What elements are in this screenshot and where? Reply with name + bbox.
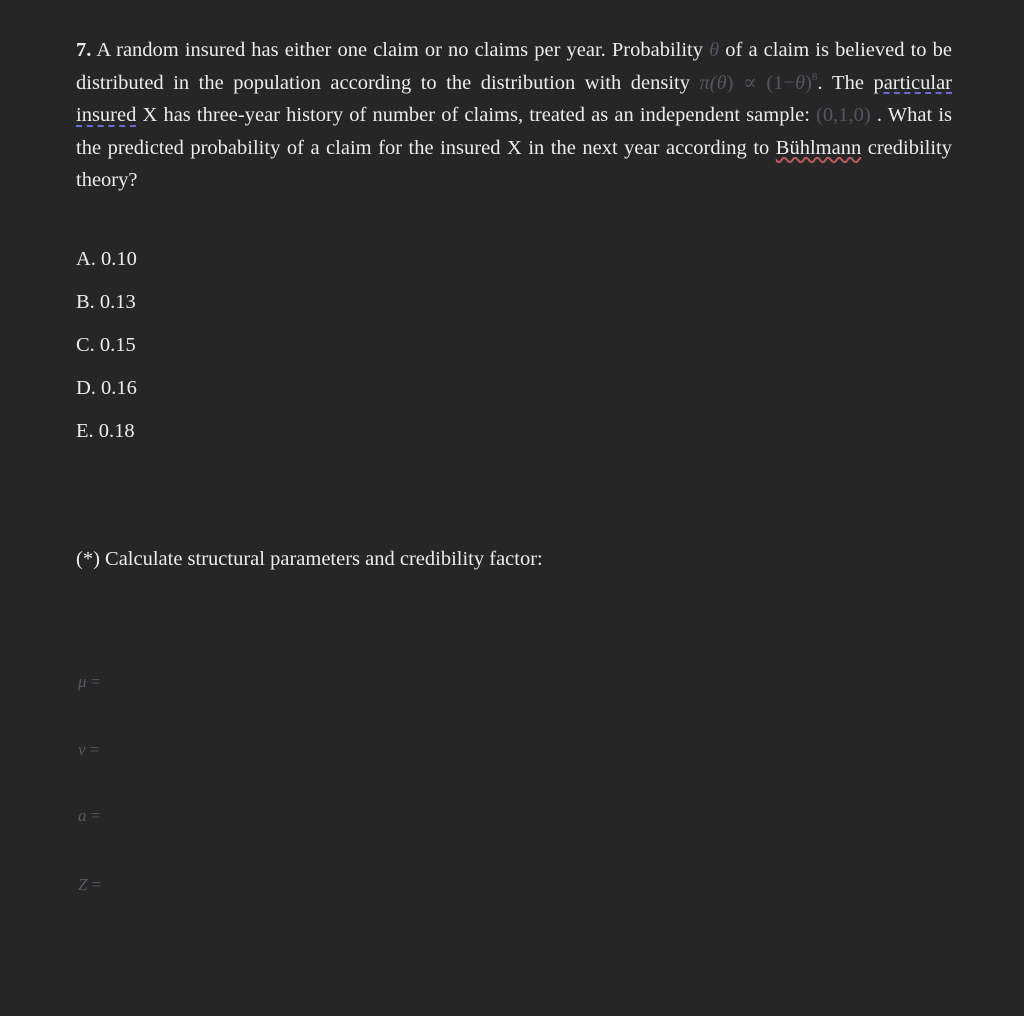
theta-symbol: θ (709, 39, 720, 61)
question-text (76, 34, 952, 197)
question-part2: of a claim is believed to be distributed in the population according to the distribution with density (76, 39, 953, 94)
param-v: v = (78, 740, 100, 759)
underlined-phrase: particular insured (76, 71, 952, 126)
option-e: E. 0.18 (76, 420, 135, 442)
sample-values: (0,1,0) (816, 104, 871, 126)
buhlmann-word: Bühlmann (775, 136, 862, 159)
question-number: 7. (76, 39, 92, 61)
question-part3: . The (817, 71, 874, 94)
param-mu: μ = (78, 672, 101, 691)
param-z: Z = (78, 875, 102, 894)
answer-options (76, 244, 137, 459)
question-part5: . What is the predicted probability of a claim for the insured X in the next year according to (76, 104, 953, 159)
option-d: D. 0.16 (76, 377, 137, 399)
option-c: C. 0.15 (76, 334, 136, 356)
question-part4: X has three-year history of number of claims, treated as an independent sample: (136, 104, 817, 126)
option-a: A. 0.10 (76, 248, 137, 270)
question-part1: A random insured has either one claim or no claims per year. Probability (91, 39, 710, 61)
option-b: B. 0.13 (76, 291, 136, 313)
param-a: a = (78, 806, 101, 825)
density-formula: $\pi(\theta) \propto (1-\theta)^8$ (699, 70, 818, 94)
question-part6: credibility theory? (76, 136, 952, 191)
sub-heading: (*) Calculate structural parameters and credibility factor: (76, 548, 543, 570)
